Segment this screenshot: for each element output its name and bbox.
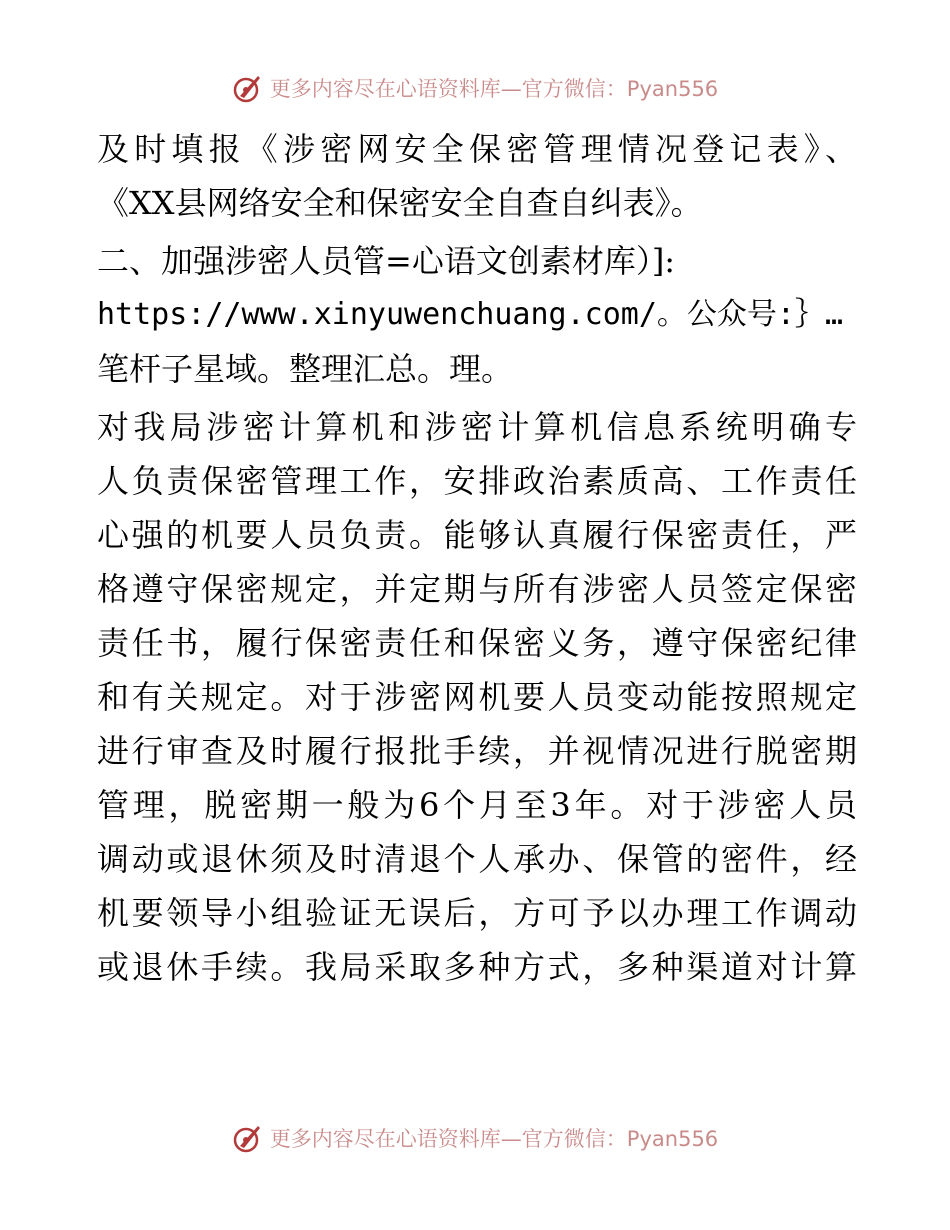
text-line: 人负责保密管理工作，安排政治素质高、工作责任 <box>97 462 857 500</box>
quill-logo-icon <box>232 72 264 104</box>
footer-watermark <box>0 1122 950 1154</box>
text-line: https://www.xinyuwenchuang.com/。公众号:｝… <box>97 297 844 332</box>
text-line: 管理，脱密期一般为6个月至3年。对于涉密人员 <box>97 786 857 824</box>
header-watermark <box>0 72 950 104</box>
watermark-text: 更多内容尽在心语资料库—官方微信：Pyan556 <box>269 1127 719 1151</box>
document-body <box>97 122 857 994</box>
text-line: 对我局涉密计算机和涉密计算机信息系统明确专 <box>97 408 857 446</box>
text-line: 格遵守保密规定，并定期与所有涉密人员签定保密 <box>97 570 857 608</box>
text-line: 调动或退休须及时清退个人承办、保管的密件，经 <box>97 840 857 878</box>
text-line: 或退休手续。我局采取多种方式，多种渠道对计算 <box>97 948 857 986</box>
text-line: 进行审查及时履行报批手续，并视情况进行脱密期 <box>97 732 857 770</box>
section-heading: 二、加强涉密人员管=心语文创素材库）]: <box>97 242 676 280</box>
text-line: 及时填报《涉密网安全保密管理情况登记表》、 <box>97 130 857 168</box>
text-line: 机要领导小组验证无误后，方可予以办理工作调动 <box>97 894 857 932</box>
text-line: 《XX县网络安全和保密安全自查自纠表》。 <box>97 184 703 222</box>
text-line: 笔杆子星域。整理汇总。理。 <box>97 350 514 388</box>
text-line: 责任书，履行保密责任和保密义务，遵守保密纪律 <box>97 624 857 662</box>
quill-logo-icon <box>232 1122 264 1154</box>
watermark-text: 更多内容尽在心语资料库—官方微信：Pyan556 <box>269 77 719 101</box>
text-line: 和有关规定。对于涉密网机要人员变动能按照规定 <box>97 678 857 716</box>
text-line: 心强的机要人员负责。能够认真履行保密责任，严 <box>97 516 857 554</box>
